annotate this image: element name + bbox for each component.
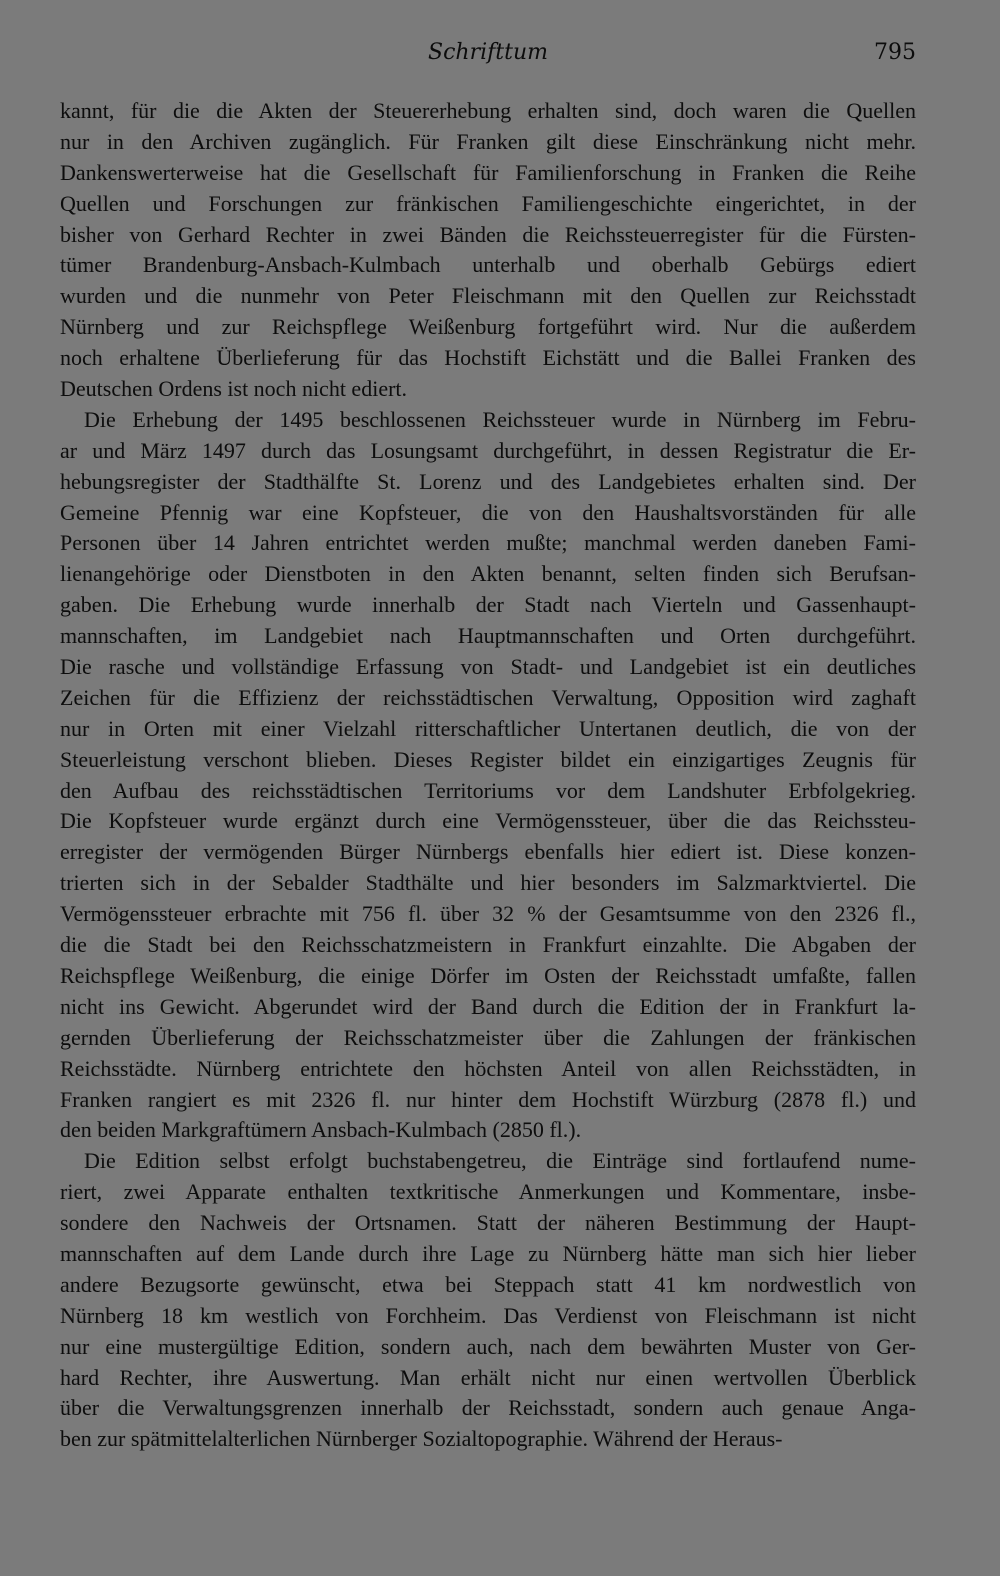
text-line: Franken rangiert es mit 2326 fl. nur hinter dem Hochstift Würzburg (2878 fl.) und [60, 1086, 916, 1112]
text-line: erregister der vermögenden Bürger Nürnbergs ebenfalls hier ediert ist. Diese konzen- [60, 839, 916, 865]
text-line: Vermögenssteuer erbrachte mit 756 fl. über 32 % der Gesamtsumme von den 2326 fl., [60, 901, 916, 927]
text-line: hebungsregister der Stadthälfte St. Lorenz und des Landgebietes erhalten sind. Der [60, 468, 916, 494]
text-line: Nürnberg und zur Reichspflege Weißenburg fortgeführt wird. Nur die außerdem [60, 314, 916, 340]
text-line: Die Erhebung der 1495 beschlossenen Reichssteuer wurde in Nürnberg im Febru- [84, 406, 916, 432]
text-line: Zeichen für die Effizienz der reichsstädtischen Verwaltung, Opposition wird zaghaft [60, 684, 916, 710]
running-title: Schrifttum [428, 40, 548, 65]
text-line: trierten sich in der Sebalder Stadthälte und hier besonders im Salzmarktviertel. Die [60, 870, 916, 896]
text-line: nur eine mustergültige Edition, sondern auch, nach dem bewährten Muster von Ger- [60, 1333, 916, 1359]
paragraph [60, 96, 916, 405]
text-line: Die Edition selbst erfolgt buchstabengetreu, die Einträge sind fortlaufend nume- [84, 1148, 916, 1174]
text-line: lienangehörige oder Dienstboten in den Akten benannt, selten finden sich Berufsan- [60, 561, 916, 587]
text-line: andere Bezugsorte gewünscht, etwa bei Steppach statt 41 km nordwestlich von [60, 1271, 916, 1297]
text-line: den Aufbau des reichsstädtischen Territoriums vor dem Landshuter Erbfolgekrieg. [60, 777, 916, 803]
text-line: riert, zwei Apparate enthalten textkritische Anmerkungen und Kommentare, insbe- [60, 1179, 916, 1205]
text-line: ar und März 1497 durch das Losungsamt durchgeführt, in dessen Registratur die Er- [60, 437, 916, 463]
text-line: nur in den Archiven zugänglich. Für Franken gilt diese Einschränkung nicht mehr. [60, 128, 916, 154]
text-line: Gemeine Pfennig war eine Kopfsteuer, die von den Haushaltsvorständen für alle [60, 499, 916, 525]
text-line: ben zur spätmittelalterlichen Nürnberger Sozialtopographie. Während der Heraus- [60, 1426, 783, 1452]
running-head [60, 34, 916, 70]
text-line: Quellen und Forschungen zur fränkischen Familiengeschichte eingerichtet, in der [60, 190, 916, 216]
text-line: Steuerleistung verschont blieben. Dieses Register bildet ein einzigartiges Zeugnis für [60, 746, 916, 772]
paragraph [60, 1146, 916, 1455]
text-line: mannschaften, im Landgebiet nach Hauptmannschaften und Orten durchgeführt. [60, 623, 916, 649]
text-line: Deutschen Ordens ist noch nicht ediert. [60, 376, 408, 402]
text-line: Nürnberg 18 km westlich von Forchheim. Das Verdienst von Fleischmann ist nicht [60, 1302, 916, 1328]
text-line: Personen über 14 Jahren entrichtet werden mußte; manchmal werden daneben Fami- [60, 530, 916, 556]
text-line: wurden und die nunmehr von Peter Fleischmann mit den Quellen zur Reichsstadt [60, 283, 916, 309]
text-line: tümer Brandenburg-Ansbach-Kulmbach unterhalb und oberhalb Gebürgs ediert [60, 252, 916, 278]
text-line: noch erhaltene Überlieferung für das Hochstift Eichstätt und die Ballei Franken des [60, 345, 916, 371]
text-line: Dankenswerterweise hat die Gesellschaft für Familienforschung in Franken die Reihe [60, 159, 916, 185]
document-page [60, 34, 916, 1455]
text-line: mannschaften auf dem Lande durch ihre Lage zu Nürnberg hätte man sich hier lieber [60, 1240, 916, 1266]
text-line: Die rasche und vollständige Erfassung von Stadt- und Landgebiet ist ein deutliches [60, 654, 916, 680]
text-line: gernden Überlieferung der Reichsschatzmeister über die Zahlungen der fränkischen [60, 1024, 916, 1050]
text-line: Die Kopfsteuer wurde ergänzt durch eine Vermögenssteuer, über die das Reichssteu- [60, 808, 916, 834]
text-line: kannt, für die die Akten der Steuererhebung erhalten sind, doch waren die Quellen [60, 98, 916, 123]
page-number: 795 [874, 40, 916, 65]
text-line: gaben. Die Erhebung wurde innerhalb der Stadt nach Vierteln und Gassenhaupt- [60, 592, 916, 618]
text-line: den beiden Markgraftümern Ansbach-Kulmbach (2850 fl.). [60, 1117, 582, 1143]
body-text [60, 96, 916, 1455]
paragraph [60, 405, 916, 1146]
text-line: nicht ins Gewicht. Abgerundet wird der Band durch die Edition der in Frankfurt la- [60, 993, 916, 1019]
text-line: hard Rechter, ihre Auswertung. Man erhält nicht nur einen wertvollen Überblick [60, 1364, 916, 1390]
text-line: die die Stadt bei den Reichsschatzmeistern in Frankfurt einzahlte. Die Abgaben der [60, 932, 916, 958]
text-line: Reichspflege Weißenburg, die einige Dörfer im Osten der Reichsstadt umfaßte, fallen [60, 962, 916, 988]
text-line: nur in Orten mit einer Vielzahl ritterschaftlicher Untertanen deutlich, die von der [60, 715, 916, 741]
text-line: sondere den Nachweis der Ortsnamen. Statt der näheren Bestimmung der Haupt- [60, 1210, 916, 1236]
text-line: bisher von Gerhard Rechter in zwei Bänden die Reichssteuerregister für die Fürsten- [60, 221, 916, 247]
text-line: Reichsstädte. Nürnberg entrichtete den höchsten Anteil von allen Reichsstädten, in [60, 1055, 916, 1081]
text-line: über die Verwaltungsgrenzen innerhalb der Reichsstadt, sondern auch genaue Anga- [60, 1395, 916, 1421]
